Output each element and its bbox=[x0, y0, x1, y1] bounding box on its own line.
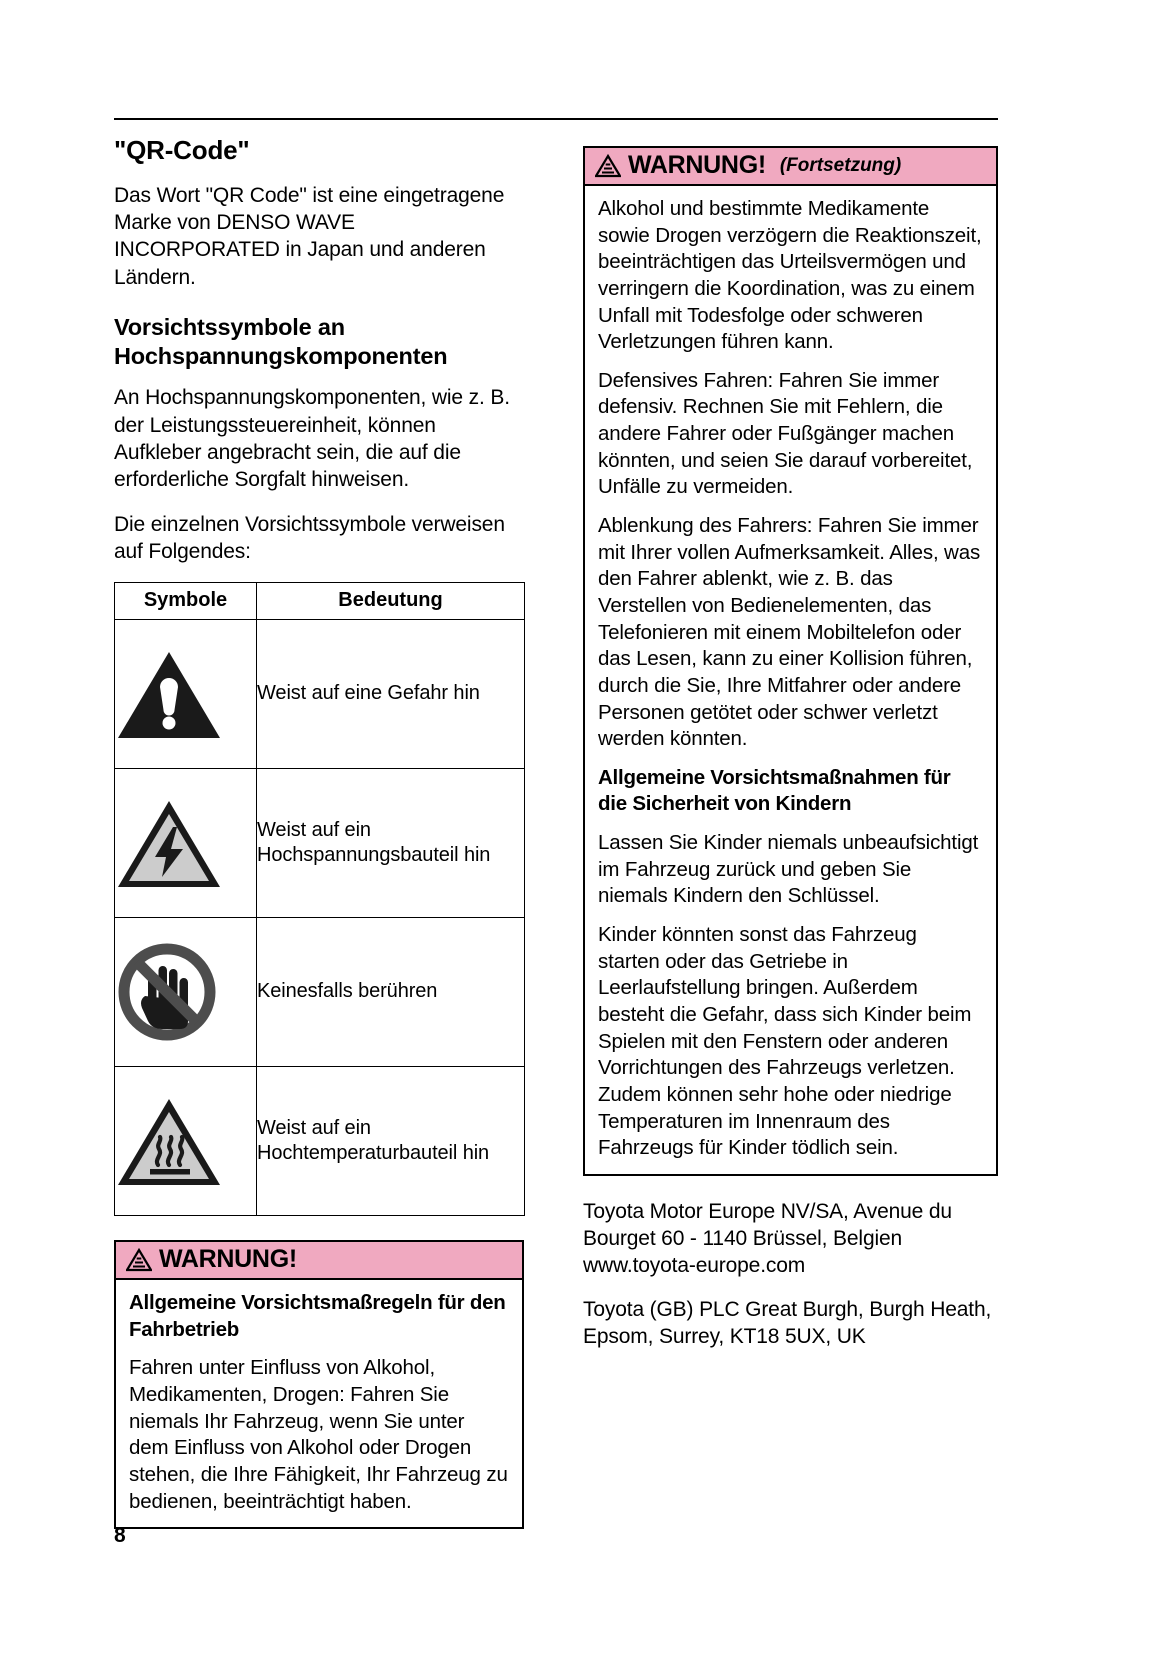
paragraph-1: An Hochspannungskomponenten, wie z. B. der Leistungssteuereinheit, können Aufkleber angebracht sein, die auf die erforderliche Sorgfalt hinweisen. bbox=[114, 386, 510, 492]
address-europe: Toyota Motor Europe NV/SA, Avenue du Bourget 60 - 1140 Brüssel, Belgien www.toyota-europe.com bbox=[583, 1199, 952, 1278]
warning-paragraph: Fahren unter Einfluss von Alkohol, Medikamenten, Drogen: Fahren Sie niemals Ihr Fahrzeug, wenn Sie unter dem Einfluss von Alkohol oder Drogen stehen, die Ihre Fähigkeit, Ihr Fahrzeug zu bedienen, beeinträchtigt haben. bbox=[129, 1356, 508, 1513]
table-row bbox=[115, 769, 525, 918]
meaning-cell: Keinesfalls berühren bbox=[257, 918, 525, 1067]
warning-body bbox=[116, 1280, 522, 1527]
warning-paragraph-4: Lassen Sie Kinder niemals unbeaufsichtigt im Fahrzeug zurück und geben Sie niemals Kindern den Schlüssel. bbox=[598, 831, 979, 908]
warning-box-left bbox=[114, 1240, 524, 1529]
warning-triangle-icon bbox=[595, 154, 621, 178]
subsection-title: Vorsichtssymbole an Hochspannungskomponenten bbox=[114, 314, 448, 369]
symbol-cell bbox=[115, 1067, 257, 1216]
warning-triangle-exclamation-icon bbox=[115, 646, 256, 742]
warning-triangle-icon bbox=[126, 1248, 152, 1272]
warning-paragraph-1: Alkohol und bestimmte Medikamente sowie Drogen verzögern die Reaktionszeit, beeinträchtigen das Urteilsvermögen und verringern die Koordination, was zu einem Unfall mit Todesfolge oder schweren Verletzungen führen kann. bbox=[598, 197, 982, 354]
symbol-cell bbox=[115, 918, 257, 1067]
table-row bbox=[115, 620, 525, 769]
meaning-cell: Weist auf eine Gefahr hin bbox=[257, 620, 525, 769]
page-number: 8 bbox=[114, 1524, 126, 1547]
symbol-cell bbox=[115, 620, 257, 769]
table-row bbox=[115, 918, 525, 1067]
warning-heading-children: Allgemeine Vorsichtsmaßnahmen für die Sicherheit von Kindern bbox=[598, 765, 951, 816]
left-column bbox=[114, 136, 526, 1529]
symbol-cell bbox=[115, 769, 257, 918]
warning-paragraph-2: Defensives Fahren: Fahren Sie immer defensiv. Rechnen Sie mit Fehlern, die andere Fahrer oder Fußgänger machen könnten, und seien Sie darauf vorbereitet, Unfälle zu vermeiden. bbox=[598, 368, 973, 499]
symbols-table bbox=[114, 582, 525, 1216]
warning-heading: Allgemeine Vorsichtsmaßregeln für den Fahrbetrieb bbox=[129, 1291, 506, 1341]
table-header-row bbox=[115, 583, 525, 620]
warning-box-right bbox=[583, 146, 998, 1176]
warning-label: WARNUNG! bbox=[628, 151, 766, 179]
column-header-meaning: Bedeutung bbox=[257, 583, 525, 620]
column-header-symbols: Symbole bbox=[115, 583, 257, 620]
warning-paragraph-3: Ablenkung des Fahrers: Fahren Sie immer mit Ihrer vollen Aufmerksamkeit. Alles, was den Fahrer ablenkt, wie z. B. das Verstellen von Bedienelementen, das Telefonieren mit einem Mobiltelefon oder das Lesen, kann zu einer Kollision führen, durch die Sie, Ihre Mitfahrer oder andere Personen getötet oder schwer verletzt werden könnten. bbox=[598, 514, 981, 751]
right-column bbox=[583, 146, 998, 1366]
warning-continuation-label: (Fortsetzung) bbox=[779, 155, 902, 176]
header-rule bbox=[114, 118, 998, 120]
do-not-touch-hand-prohibition-icon bbox=[115, 940, 256, 1044]
intro-paragraph: Das Wort "QR Code" ist eine eingetragene Marke von DENSO WAVE INCORPORATED in Japan und anderen Ländern. bbox=[114, 183, 505, 289]
warning-paragraph-5: Kinder könnten sonst das Fahrzeug starten oder das Getriebe in Leerlaufstellung bringen. Außerdem besteht die Gefahr, dass sich Kinder beim Spielen mit den Fenstern oder anderen Vorrichtungen des Fahrzeugs verletzen. Zudem können sehr hohe oder niedrige Temperaturen im Innenraum des Fahrzeugs für Kinder tödlich sein. bbox=[598, 923, 972, 1160]
address-gb: Toyota (GB) PLC Great Burgh, Burgh Heath, Epsom, Surrey, KT18 5UX, UK bbox=[583, 1297, 992, 1348]
warning-header bbox=[585, 148, 996, 186]
paragraph-2: Die einzelnen Vorsichtssymbole verweisen auf Folgendes: bbox=[114, 512, 505, 563]
meaning-cell: Weist auf ein Hochspannungsbauteil hin bbox=[257, 769, 525, 918]
warning-header bbox=[116, 1242, 522, 1280]
hot-surface-triangle-icon bbox=[115, 1093, 256, 1189]
warning-label: WARNUNG! bbox=[159, 1245, 297, 1274]
address-block bbox=[583, 1198, 998, 1350]
page-title: "QR-Code" bbox=[114, 135, 250, 165]
high-voltage-lightning-triangle-icon bbox=[115, 795, 256, 891]
table-row bbox=[115, 1067, 525, 1216]
warning-body bbox=[585, 186, 996, 1174]
meaning-cell: Weist auf ein Hochtemperaturbauteil hin bbox=[257, 1067, 525, 1216]
